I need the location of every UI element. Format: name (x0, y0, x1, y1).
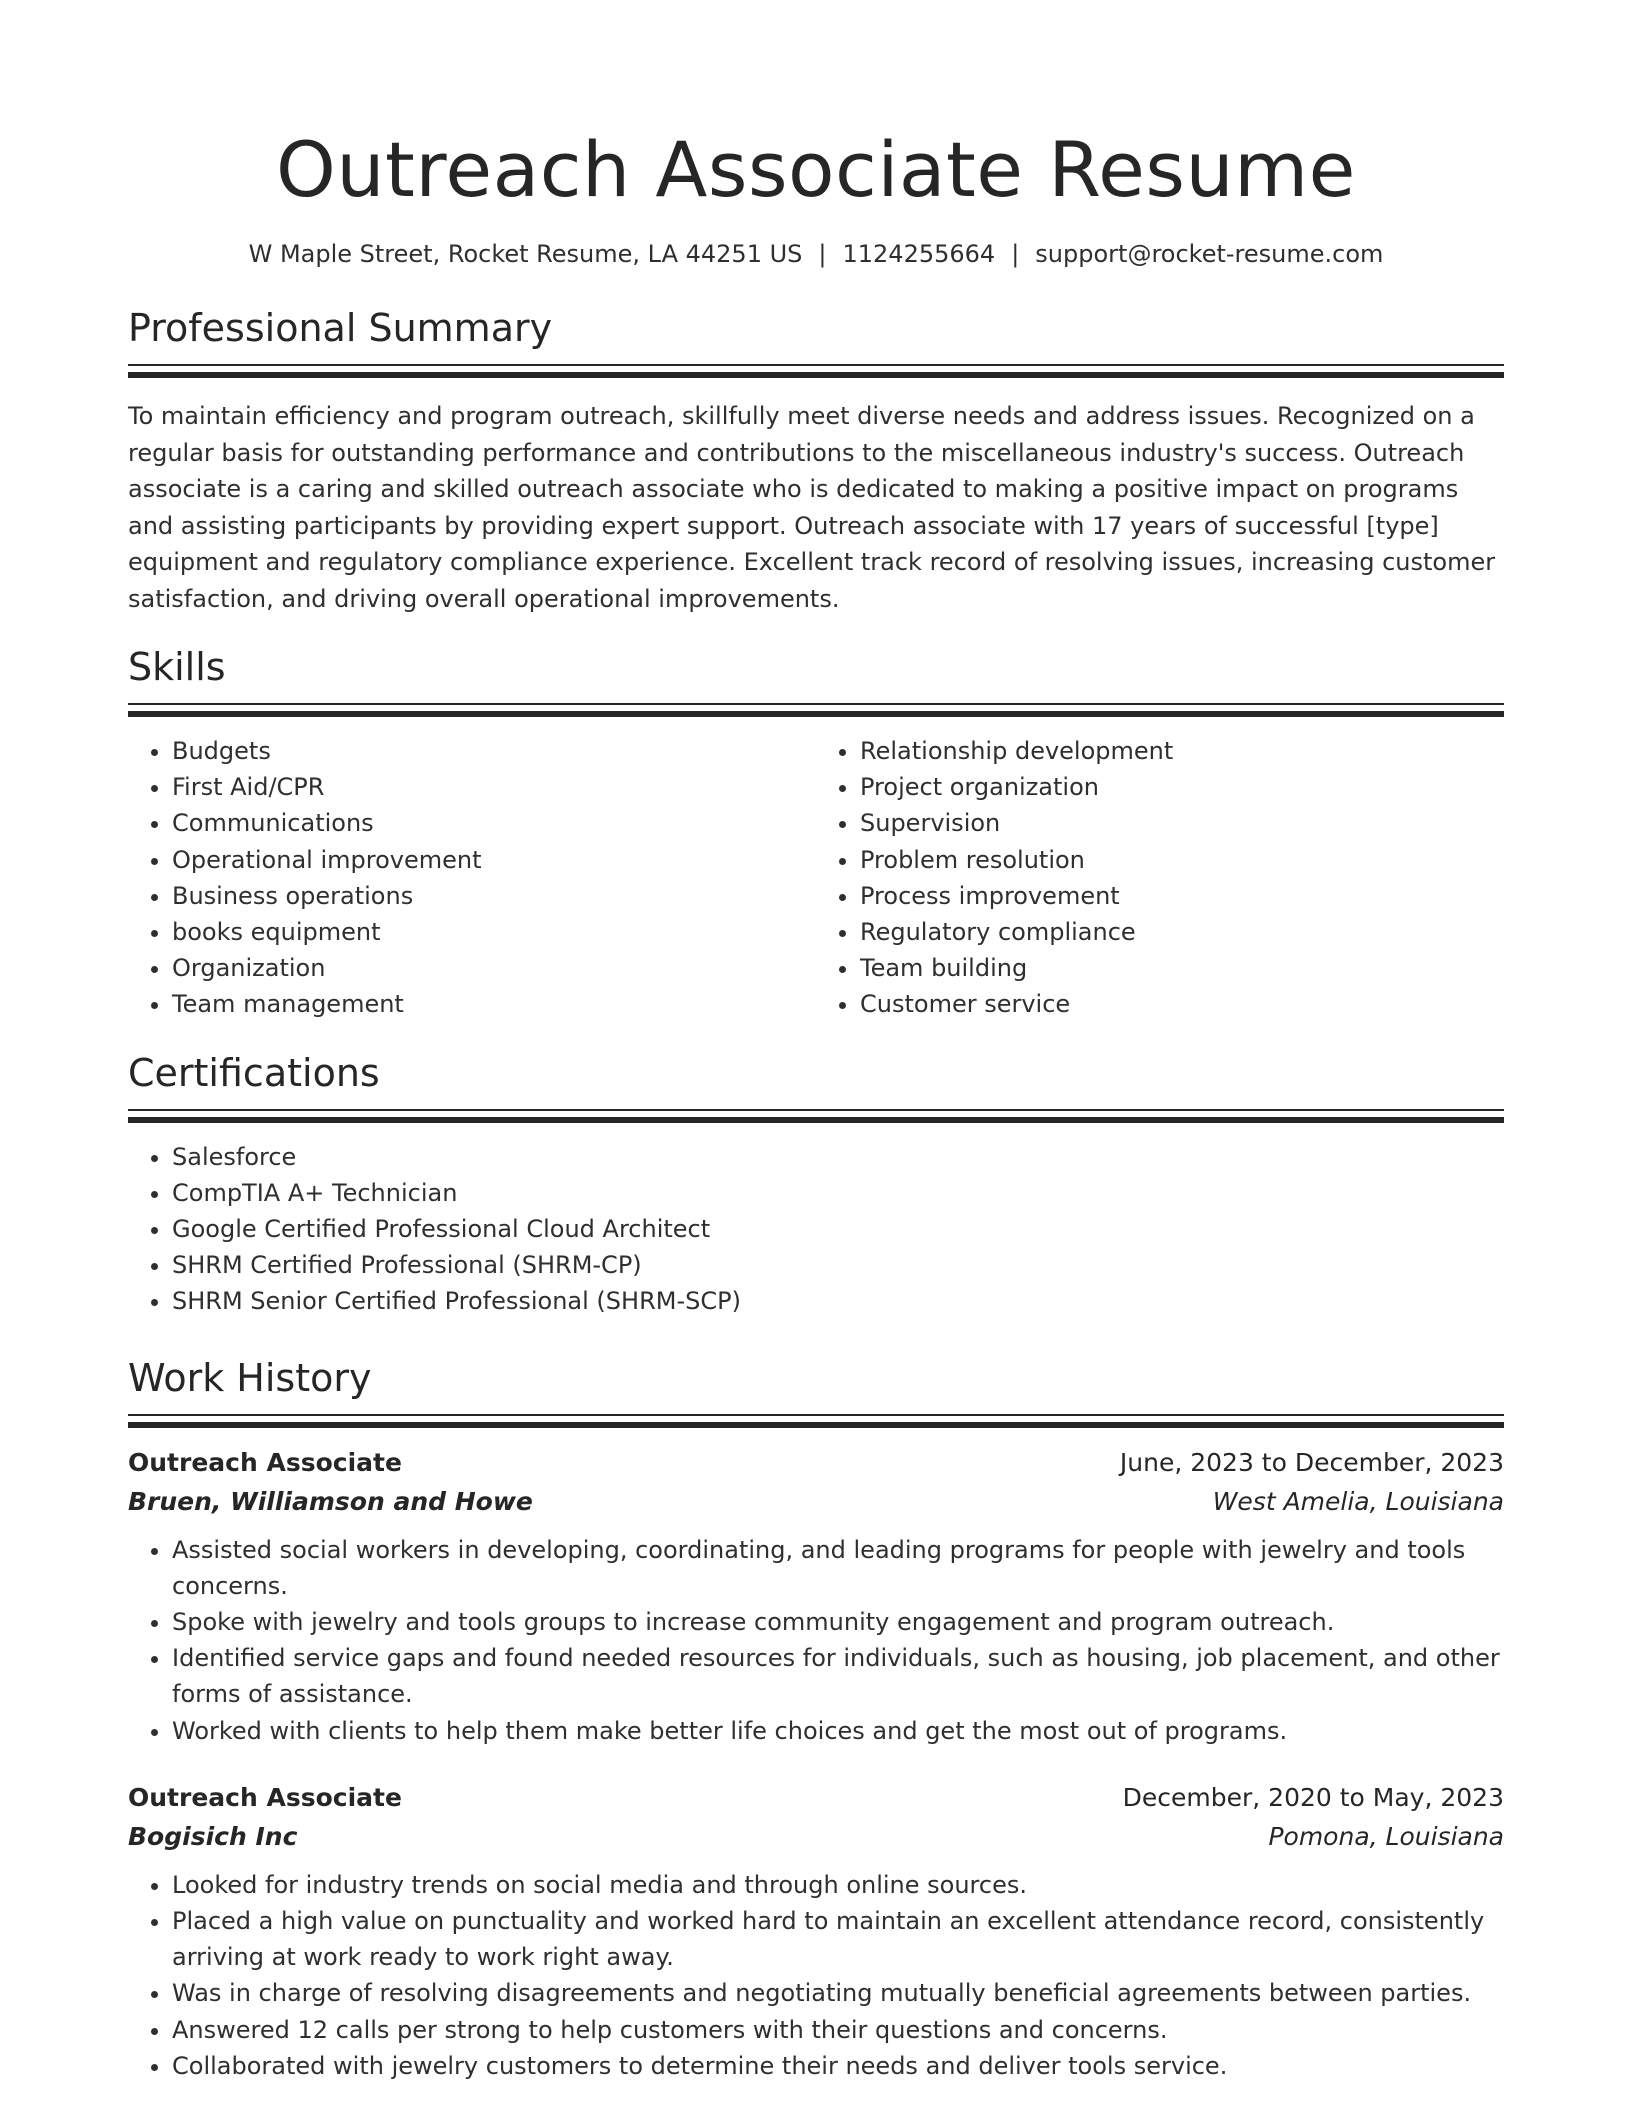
job-duty: • Assisted social workers in developing, coordinating, and leading programs for people with jewelry and tools concerns. (172, 1532, 1504, 1604)
job-duty: • Identified service gaps and found needed resources for individuals, such as housing, job placement, and other forms of assistance. (172, 1640, 1504, 1712)
section-divider (128, 364, 1504, 378)
job-title: Outreach Associate (128, 1782, 402, 1812)
contact-address: W Maple Street, Rocket Resume, LA 44251 US (248, 240, 803, 268)
skill-item: • Project organization (860, 769, 1504, 805)
divider-thick-line (128, 1117, 1504, 1123)
skills-columns (128, 733, 1504, 1023)
skill-item: • Relationship development (860, 733, 1504, 769)
skill-item: • Team building (860, 950, 1504, 986)
job-duty: • Spoke with jewelry and tools groups to increase community engagement and program outreach. (172, 1604, 1504, 1640)
certifications-section (128, 1049, 1504, 1320)
certification-item: • Google Certified Professional Cloud Architect (172, 1211, 1504, 1247)
divider-thick-line (128, 372, 1504, 378)
summary-text: To maintain efficiency and program outreach, skillfully meet diverse needs and address issues. Recognized on a regular basis for outstanding performance and contributions to the miscellaneous industry's success. Outreach associate is a caring and skilled outreach associate who is dedicated to making a positive impact on programs and assisting participants by providing expert support. Outreach associate with 17 years of successful [type] equipment and regulatory compliance experience. Excellent track record of resolving issues, increasing customer satisfaction, and driving overall operational improvements. (128, 402, 1496, 613)
job-location: West Amelia, Louisiana (1212, 1486, 1504, 1516)
certifications-list (128, 1139, 1504, 1320)
divider-thick-line (128, 711, 1504, 717)
job-dates: December, 2020 to May, 2023 (1122, 1782, 1504, 1812)
job-subheader (128, 1817, 1504, 1857)
contact-line (128, 238, 1504, 270)
divider-thin-line (128, 1109, 1504, 1111)
skill-item: • First Aid/CPR (172, 769, 816, 805)
skill-item: • Operational improvement (172, 842, 816, 878)
job-duty: • Answered 12 calls per strong to help customers with their questions and concerns. (172, 2012, 1504, 2048)
skills-list-left (128, 733, 816, 1023)
job-duties-list (128, 1867, 1504, 2084)
resume-title: Outreach Associate Resume (276, 125, 1356, 214)
certification-item: • SHRM Senior Certified Professional (SHRM-SCP) (172, 1283, 1504, 1319)
skills-section (128, 643, 1504, 1023)
skill-item: • Supervision (860, 805, 1504, 841)
contact-phone: 1124255664 (842, 240, 996, 268)
job-duties-list (128, 1532, 1504, 1749)
skill-item: • Communications (172, 805, 816, 841)
job-subheader (128, 1482, 1504, 1522)
section-divider (128, 703, 1504, 717)
skill-item: • Team management (172, 986, 816, 1022)
job-header (128, 1779, 1504, 1817)
skill-item: • Business operations (172, 878, 816, 914)
skill-item: • Budgets (172, 733, 816, 769)
contact-email: support@rocket-resume.com (1035, 240, 1384, 268)
job-dates: June, 2023 to December, 2023 (1119, 1447, 1504, 1477)
skill-item: • Organization (172, 950, 816, 986)
divider-thin-line (128, 1414, 1504, 1416)
section-divider (128, 1109, 1504, 1123)
job-title: Outreach Associate (128, 1447, 402, 1477)
job-employer: Bruen, Williamson and Howe (128, 1486, 533, 1516)
contact-separator: | (818, 240, 827, 268)
divider-thick-line (128, 1422, 1504, 1428)
job-duty: • Worked with clients to help them make better life choices and get the most out of programs. (172, 1713, 1504, 1749)
skill-item: • Process improvement (860, 878, 1504, 914)
job-entry (128, 1444, 1504, 1749)
skill-item: • Regulatory compliance (860, 914, 1504, 950)
certification-item: • SHRM Certified Professional (SHRM-CP) (172, 1247, 1504, 1283)
skills-list-right (816, 733, 1504, 1023)
certifications-heading: Certifications (128, 1050, 380, 1095)
summary-heading: Professional Summary (128, 306, 553, 350)
certification-item: • CompTIA A+ Technician (172, 1175, 1504, 1211)
skills-heading: Skills (128, 645, 226, 689)
contact-separator: | (1011, 240, 1020, 268)
work-history-section (128, 1354, 1504, 2084)
divider-thin-line (128, 364, 1504, 366)
summary-section (128, 304, 1504, 617)
job-duty: • Was in charge of resolving disagreements and negotiating mutually beneficial agreements between parties. (172, 1975, 1504, 2011)
certification-item: • Salesforce (172, 1139, 1504, 1175)
job-header (128, 1444, 1504, 1482)
job-entry (128, 1779, 1504, 2084)
resume-page (128, 0, 1504, 2084)
job-duty: • Collaborated with jewelry customers to determine their needs and deliver tools service. (172, 2048, 1504, 2084)
job-duty: • Placed a high value on punctuality and worked hard to maintain an excellent attendance record, consistently arriving at work ready to work right away. (172, 1903, 1504, 1975)
job-location: Pomona, Louisiana (1268, 1821, 1504, 1851)
skill-item: • books equipment (172, 914, 816, 950)
work-history-heading: Work History (128, 1355, 372, 1400)
skill-item: • Customer service (860, 986, 1504, 1022)
job-duty: • Looked for industry trends on social media and through online sources. (172, 1867, 1504, 1903)
divider-thin-line (128, 703, 1504, 705)
job-employer: Bogisich Inc (128, 1821, 298, 1851)
skill-item: • Problem resolution (860, 842, 1504, 878)
section-divider (128, 1414, 1504, 1428)
